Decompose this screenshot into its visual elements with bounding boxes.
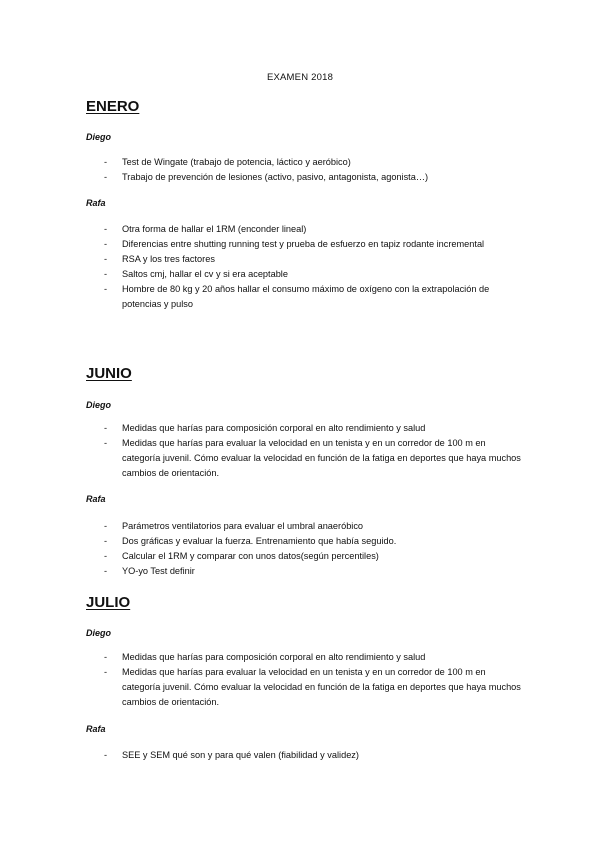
- list-item: - SEE y SEM qué son y para qué valen (fiabilidad y validez): [104, 748, 524, 763]
- document-title: EXAMEN 2018: [266, 72, 334, 83]
- list-item: - Dos gráficas y evaluar la fuerza. Entrenamiento que había seguido.: [104, 534, 524, 549]
- list-item: - Calcular el 1RM y comparar con unos datos(según percentiles): [104, 549, 524, 564]
- list-item: - Otra forma de hallar el 1RM (enconder lineal): [104, 222, 524, 237]
- person-label-rafa: Rafa: [86, 724, 106, 734]
- list-item: - Medidas que harías para evaluar la velocidad en un tenista y en un corredor de 100 m en categoría juvenil. Cómo evaluar la velocidad en función de la fatiga en deportes que haya muchos cambios de orientación.: [104, 436, 524, 481]
- list-item: - Diferencias entre shutting running test y prueba de esfuerzo en tapiz rodante incremental: [104, 237, 524, 252]
- list-item: - Parámetros ventilatorios para evaluar el umbral anaeróbico: [104, 519, 524, 534]
- list-item: - Medidas que harías para composición corporal en alto rendimiento y salud: [104, 421, 524, 436]
- question-list: [104, 519, 524, 579]
- list-item: - YO-yo Test definir: [104, 564, 524, 579]
- list-item: - Medidas que harías para evaluar la velocidad en un tenista y en un corredor de 100 m en categoría juvenil. Cómo evaluar la velocidad en función de la fatiga en deportes que haya muchos cambios de orientación.: [104, 665, 524, 710]
- question-list: [104, 748, 524, 763]
- person-label-diego: Diego: [86, 132, 112, 142]
- person-label-diego: Diego: [86, 400, 112, 410]
- question-list: [104, 222, 524, 312]
- person-label-rafa: Rafa: [86, 198, 106, 208]
- question-list: [104, 155, 524, 185]
- question-list: [104, 421, 524, 481]
- list-item: - RSA y los tres factores: [104, 252, 524, 267]
- list-item: - Saltos cmj, hallar el cv y si era aceptable: [104, 267, 524, 282]
- month-heading-junio: JUNIO: [86, 365, 132, 382]
- month-heading-julio: JULIO: [86, 594, 131, 611]
- person-label-rafa: Rafa: [86, 494, 106, 504]
- list-item: - Hombre de 80 kg y 20 años hallar el consumo máximo de oxígeno con la extrapolación de potencias y pulso: [104, 282, 524, 312]
- list-item: - Medidas que harías para composición corporal en alto rendimiento y salud: [104, 650, 524, 665]
- question-list: [104, 650, 524, 710]
- list-item: - Trabajo de prevención de lesiones (activo, pasivo, antagonista, agonista…): [104, 170, 524, 185]
- person-label-diego: Diego: [86, 628, 112, 638]
- month-heading-enero: ENERO: [86, 98, 140, 115]
- list-item: - Test de Wingate (trabajo de potencia, láctico y aeróbico): [104, 155, 524, 170]
